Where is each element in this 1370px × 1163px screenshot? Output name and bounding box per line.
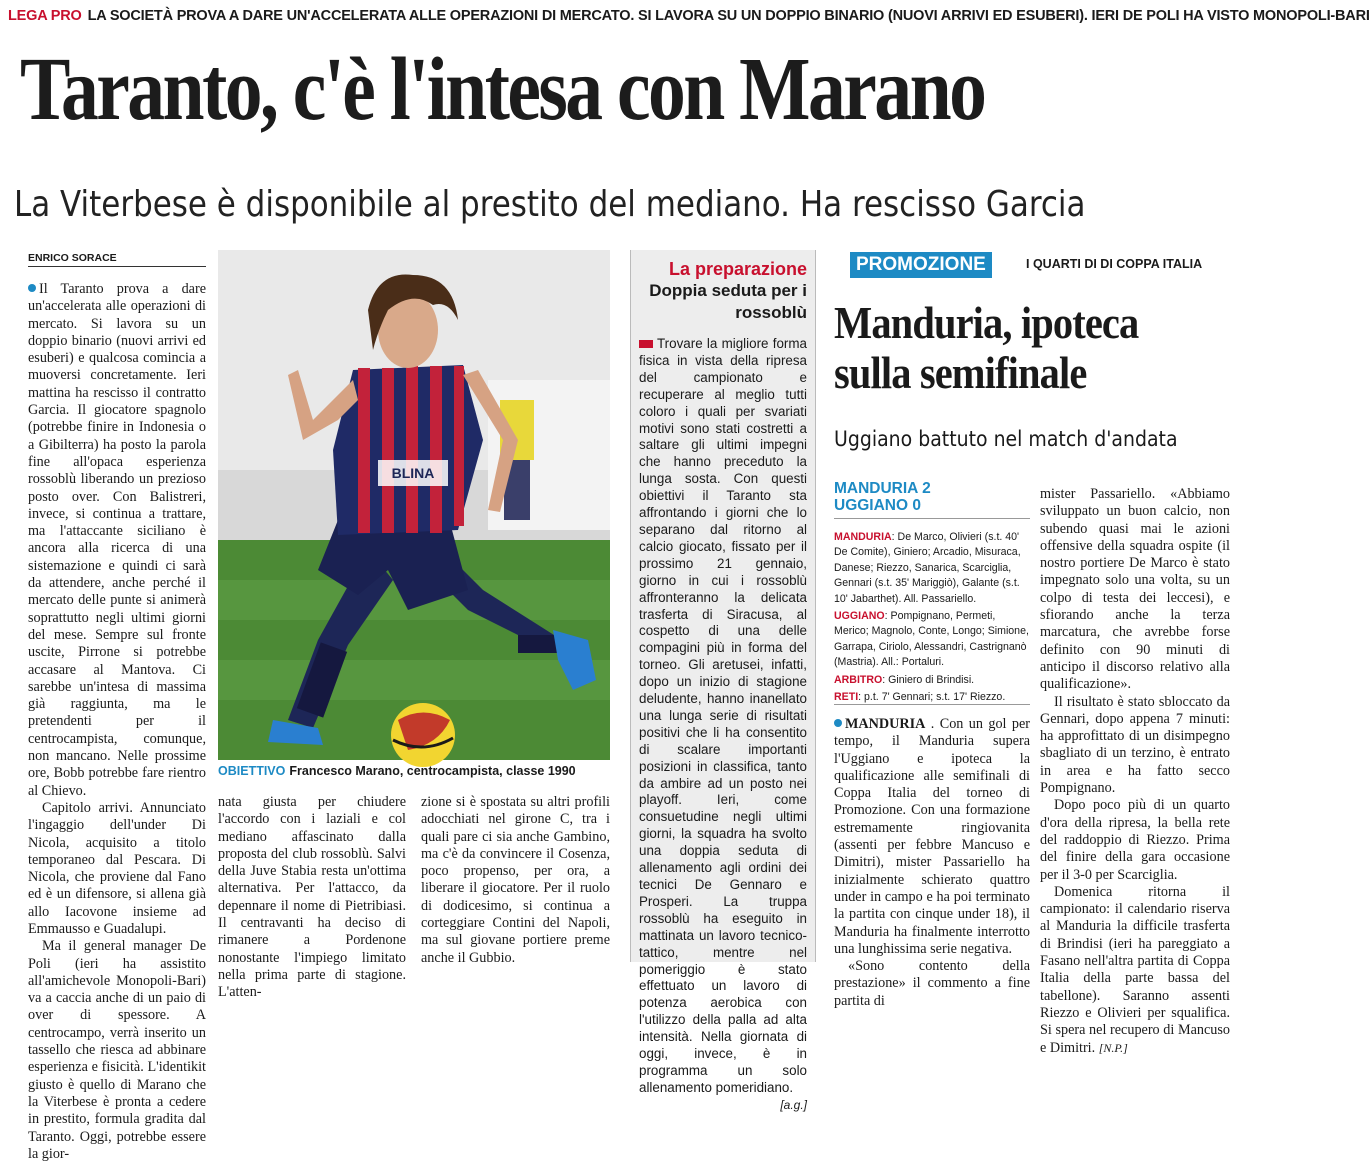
sidebar-label: La preparazione: [668, 259, 807, 279]
right-column-b: [1040, 486, 1230, 1057]
promozione-badge: PROMOZIONE: [850, 252, 992, 278]
kicker-line: [8, 4, 1370, 28]
article-paragraph: Ma il general manager De Poli (ieri ha assistito all'amichevole Monopoli-Bari) va a caccia anche di un paio di over di spessore. A centrocampo, verrà inserito un tassello che riesca ad abbinare esperienza e fisicità. L'identikit giusto è quello di Marano che la Viterbese è pronta a cedere in prestito, formula gradita dal Taranto. Oggi, potrebbe essere la gior-: [28, 938, 206, 1162]
article-paragraph: Capitolo arrivi. Annunciato l'ingaggio dell'under Di Nicola, acquisito a titolo temporaneo dal Pescara. Di Nicola, che proviene dal Fano ed è un difensore, si allena già allo Iacovone insieme ad Emmausso e Guadalupi.: [28, 799, 206, 937]
player-illustration: [218, 250, 610, 760]
article-paragraph: MANDURIA . Con un gol per tempo, il Manduria supera l'Uggiano e ipoteca la qualificazione alle semifinali di Coppa Italia del torneo di Promozione. Con una formazione estremamente ringiovanita (assenti per febbre Mancuso e Dimitri), mister Passariello ha inizialmente schierato quattro under in campo e ha poi terminato la partita con cinque under 18), il Manduria ha finalmente interrotto una lunghissima serie negativa.: [834, 716, 1030, 957]
byline: ENRICO SORACE: [28, 252, 206, 267]
kicker-text: LA SOCIETÀ PROVA A DARE UN'ACCELERATA ALLE OPERAZIONI DI MERCATO. SI LAVORA SU UN DOPPIO BINARIO (NUOVI ARRIVI ED ESUBERI). IERI DE POLI HA VISTO MONOPOLI-BARI: [87, 8, 1370, 24]
article-paragraph: mister Passariello. «Abbiamo sviluppato un buon calcio, non subendo quasi mai le azioni offensive della squadra ospite (il nostro portiere De Marco è stato impegnato solo una volta, su un colpo di testa dei leccesi), e sfiorando anche la terza marcatura, che avrebbe forse definito con 90 minuti di anticipo il discorso relativo alla qualificazione».: [1040, 486, 1230, 693]
tabellino-row: ARBITRO: Giniero di Brindisi.: [834, 673, 975, 686]
player-photo: [218, 250, 610, 760]
tabellino-row: UGGIANO: Pompignano, Permeti, Merico; Magnolo, Conte, Longo; Simione, Garrapa, Ciriolo, Alessandri, Castrignanò (Mastria). All.: Portaluri.: [834, 610, 1029, 669]
bullet-icon: [834, 719, 842, 727]
section-label: LEGA PRO: [8, 8, 82, 24]
right-signature: [N.P.]: [1098, 1040, 1128, 1055]
tabellino-row: RETI: p.t. 7' Gennari; s.t. 17' Riezzo.: [834, 691, 1006, 704]
score-box: [834, 480, 1030, 519]
article-paragraph: Domenica ritorna il campionato: il calendario riserva al Manduria la difficile trasferta di Brindisi (ieri ha pareggiato a Fasano nell'altra partita di Coppa Italia della parte bassa del tabellone). Saranno assenti Riezzo e Olivieri per squalifica. Si spera nel recupero di Mancuso e Dimitri. [N.P.]: [1040, 883, 1230, 1056]
article-paragraph: Il risultato è stato sbloccato da Gennari, dopo appena 7 minuti: ha approfittato di un disimpegno sbagliato di un terzino, è entrato in area e ha fatto secco Pompignano.: [1040, 693, 1230, 797]
match-report-table: [834, 530, 1030, 707]
caption-text: Francesco Marano, centrocampista, classe 1990: [289, 764, 576, 778]
article-paragraph: Dopo poco più di un quarto d'ora della ripresa, la bella rete del raddoppio di Riezzo. Prima del finire della gara occasione per il 3-0 per Scarciglia.: [1040, 797, 1230, 883]
article-paragraph: «Sono contento della prestazione» il commento a fine partita di: [834, 958, 1030, 1009]
sidebar-body: Trovare la migliore forma fisica in vista della ripresa del campionato e recuperare al meglio tutti coloro i quali per svariati motivi sono stati costretti a saltare gli ultimi impegni che hanno preceduto la lunga sosta. Con questi obiettivi il Taranto sta affrontando i giorni che lo separano dal ritorno al calcio giocato, fissato per il prossimo 21 gennaio, giorno in cui i rossoblù affronteranno la delicata trasferta di Siracusa, al cospetto di una delle compagini più in forma del torneo. Gli aretusei, infatti, dopo un inizio di stagione deludente, hanno inanellato una lunga serie di risultati positivi che li ha consentito di scalare importanti posizioni in classifica, tanto da ambire ad un posto nei playoff. Ieri, come consuetudine negli ultimi giorni, la squadra ha svolto una doppia seduta di allenamento agli ordini dei tecnici De Gennaro e Prosperi. La truppa rossoblù ha eseguito in mattinata un lavoro tecnico-tattico, mentre nel pomeriggio è stato effettuato un lavoro di potenza aerobica con l'utilizzo della palla ad alta intensità. Nella giornata di oggi, invece, è in programma un solo allenamento pomeridiano. [a.g.]: [639, 336, 807, 1112]
main-headline: Taranto, c'è l'intesa con Marano: [20, 40, 985, 139]
sidebar-signature: [a.g.]: [780, 1097, 807, 1112]
right-subheadline: Uggiano battuto nel match d'andata: [834, 427, 1178, 451]
right-headline: Manduria, ipoteca sulla semifinale: [834, 297, 1139, 398]
sidebar-title: [631, 250, 815, 324]
score-away: UGGIANO 0: [834, 497, 921, 514]
article-paragraph: Il Taranto prova a dare un'accelerata alle operazioni di mercato. Si lavora su un doppio binario (nuovi arrivi ed esuberi) e qualcosa comincia a muoversi concretamente. Ieri mattina ha rescisso il contratto Garcia. Il giocatore spagnolo (potrebbe finire in Indonesia o a Gibilterra) ha posto la parola fine all'opaca esperienza rossoblù liberando un prezioso posto over. Con Balistreri, invece, si continua a trattare, ma l'attaccante siciliano è ancora alla ricerca di una sistemazione e quindi ci sarà da attendere, anche perché il mercato delle punte si animerà soprattutto negli ultimi giorni del mese. Sempre sul fronte uscite, Pirrone si potrebbe accasare al Mantova. Ci sarebbe un'intesa di massima già raggiunta, ma le pretendenti per il centrocampista, comunque, non mancano. Nelle prossime ore, Bobb potrebbe fare rientro al Chievo.: [28, 281, 206, 799]
score-home: MANDURIA 2: [834, 480, 931, 497]
bullet-icon: [28, 284, 36, 292]
article-paragraph: nata giusta per chiudere l'accordo con i laziali e col mediano affascinato dalla proposta del club rossoblù. Salvi della Juve Stabia resta un'ottima alternativa. Per l'attacco, da depennare il nome di Pietribiasi. Il centravanti ha deciso di rimanere a Pordenone nonostante l'impiego limitato nella prima parte di stagione. L'atten-: [218, 794, 406, 1001]
right-column-a: [834, 716, 1030, 1010]
divider: [834, 704, 1030, 705]
sidebar-box: [630, 250, 816, 1112]
red-square-icon: [639, 340, 653, 348]
main-subheadline: La Viterbese è disponibile al prestito del mediano. Ha rescisso Garcia: [14, 184, 1086, 225]
shirt-sponsor: BLINA: [391, 465, 435, 481]
caption-label: OBIETTIVO: [218, 764, 286, 778]
promozione-kicker: I QUARTI DI DI COPPA ITALIA: [1026, 257, 1203, 271]
article-column-2: [218, 794, 406, 1002]
tabellino-row: MANDURIA: De Marco, Olivieri (s.t. 40' De Comite), Giniero; Arcadio, Misuraca, Danese; Riezzo, Sanarica, Scarciglia, Gennari (s.t. 35' Mariggiò), Galante (s.t. 10' Jabarthet). All. Passariello.: [834, 531, 1021, 605]
article-column-3: [421, 794, 610, 967]
sidebar-headline: Doppia seduta per i rossoblù: [649, 281, 807, 322]
article-paragraph: zione si è spostata su altri profili adocchiati nel girone C, tra i quali pare ci sia anche Gambino, ma c'è da convincere il Cosenza, poco propenso, per ora, a liberare il giocatore. Per il ruolo di dodicesimo, si continua a corteggiare Contini del Napoli, ma sul giovane portiere preme anche il Gubbio.: [421, 794, 610, 966]
article-column-1: [28, 281, 206, 1163]
photo-caption: [218, 764, 610, 778]
